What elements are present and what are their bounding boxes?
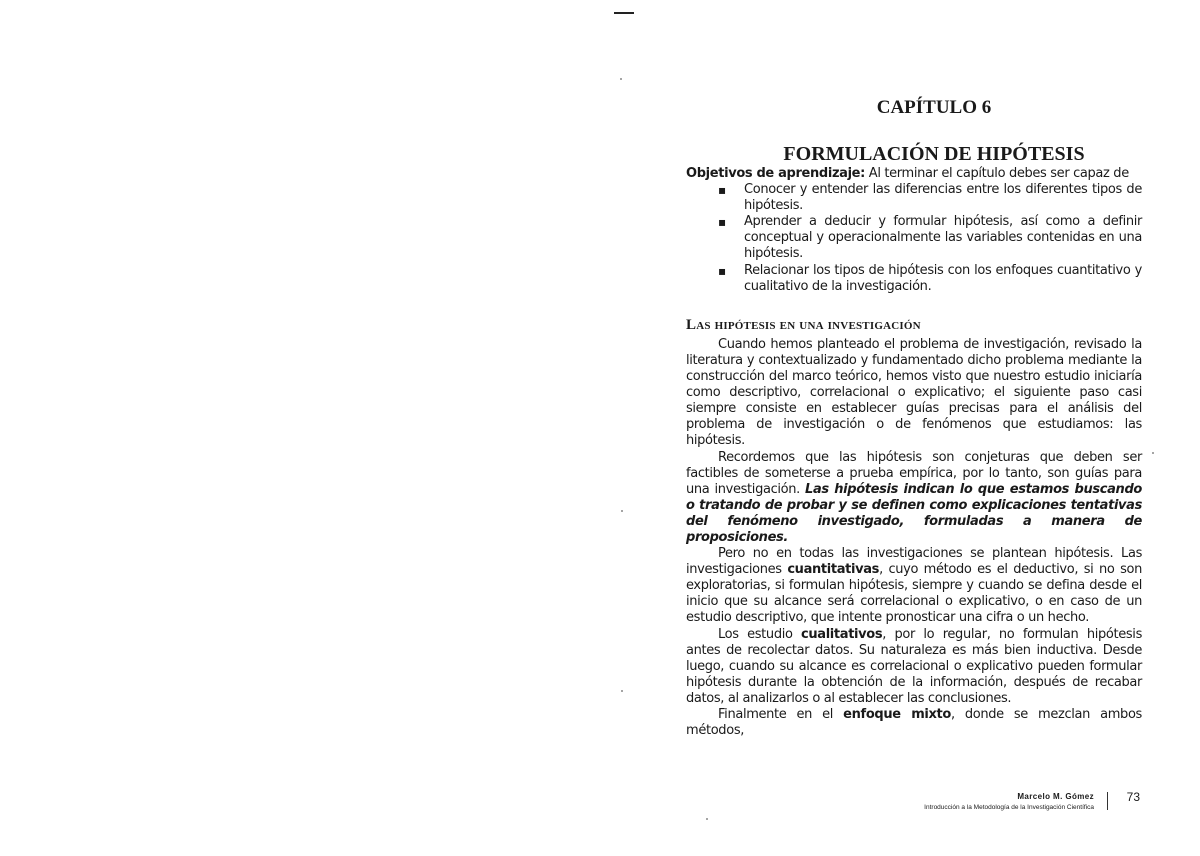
paragraph-text: Finalmente en el — [718, 707, 844, 722]
paragraph — [686, 450, 1142, 547]
keyword: enfoque mixto — [843, 707, 951, 722]
section-heading: Las hipótesis en una investigación — [686, 316, 921, 333]
footer-book-title: Introducción a la Metodología de la Investigación Científica — [924, 804, 1094, 811]
paragraph-text: Recordemos que las hipótesis son conjeturas que deben ser factibles de someterse a prueba empírica, por lo tanto, son guías para una investigación. — [686, 449, 1142, 497]
keyword: cuantitativas — [787, 562, 880, 578]
paragraph — [686, 707, 1142, 739]
paragraph: Cuando hemos planteado el problema de investigación, revisado la literatura y contextualizado y fundamentado dicho problema mediante la construcción del marco teórico, hemos visto que nuestro estudio iniciaría como descriptivo, correlacional o explicativo; el siguiente paso casi siempre consiste en establecer guías precisas para el análisis del problema de investigación o de fenómenos que estudiamos: las hipótesis. — [686, 336, 1142, 449]
page-number: 73 — [1126, 790, 1140, 804]
objectives-intro — [686, 166, 1142, 182]
paragraph-text: , donde se mezclan ambos métodos, — [686, 707, 1142, 739]
paragraph — [686, 627, 1142, 707]
objectives-label: Objetivos de aprendizaje: — [686, 166, 866, 181]
keyword: cualitativos — [801, 626, 883, 642]
footer-author: Marcelo M. Gómez — [1017, 792, 1094, 801]
objective-item: ▪ Aprender a deducir y formular hipótesis, así como a definir conceptual y operacionalmente las variables contenidas en una hipótesis. — [718, 214, 1142, 262]
chapter-title: FORMULACIÓN DE HIPÓTESIS — [783, 143, 1085, 165]
page-footer — [840, 790, 1160, 820]
scan-speck — [621, 510, 623, 512]
scan-speck — [620, 78, 622, 80]
scan-speck — [621, 690, 623, 692]
scan-speck — [1152, 452, 1154, 454]
footer-separator — [1107, 792, 1108, 810]
scan-mark — [614, 12, 634, 14]
paragraph-text: Los estudio — [718, 626, 802, 642]
paragraph-text: , por lo regular, no formulan hipótesis antes de recolectar datos. Su naturaleza es más bien inductiva. Desde luego, cuando su alcance es correlacional o explicativo pueden formular hipótesis durante la obtención de la información, después de recabar datos, al analizarlos o al establecer las conclusiones. — [686, 626, 1142, 706]
objective-item: ▪ Conocer y entender las diferencias entre los diferentes tipos de hipótesis. — [718, 182, 1142, 214]
paragraph-text: , cuyo método es el deductivo, si no son exploratorias, si formulan hipótesis, siempre y cuando se defina desde el inicio que su alcance será correlacional o explicativo, o en caso de un estudio descriptivo, que intente pronosticar una cifra o un hecho. — [686, 562, 1142, 626]
book-page — [686, 96, 1142, 739]
paragraph — [686, 546, 1142, 626]
emphasized-definition: Las hipótesis indican lo que estamos buscando o tratando de probar y se definen como explicaciones tentativas del fenómeno investigado, formuladas a manera de proposiciones. — [686, 481, 1142, 545]
paragraph-text: Pero no en todas las investigaciones se plantean hipótesis. Las investigaciones — [686, 546, 1142, 578]
objectives-list — [686, 182, 1142, 295]
chapter-label: CAPÍTULO 6 — [876, 97, 992, 118]
objective-item: ▪ Relacionar los tipos de hipótesis con los enfoques cuantitativo y cualitativo de la investigación. — [718, 263, 1142, 295]
scan-speck — [706, 818, 708, 820]
objectives-intro-text: Al terminar el capítulo debes ser capaz de — [865, 166, 1129, 181]
